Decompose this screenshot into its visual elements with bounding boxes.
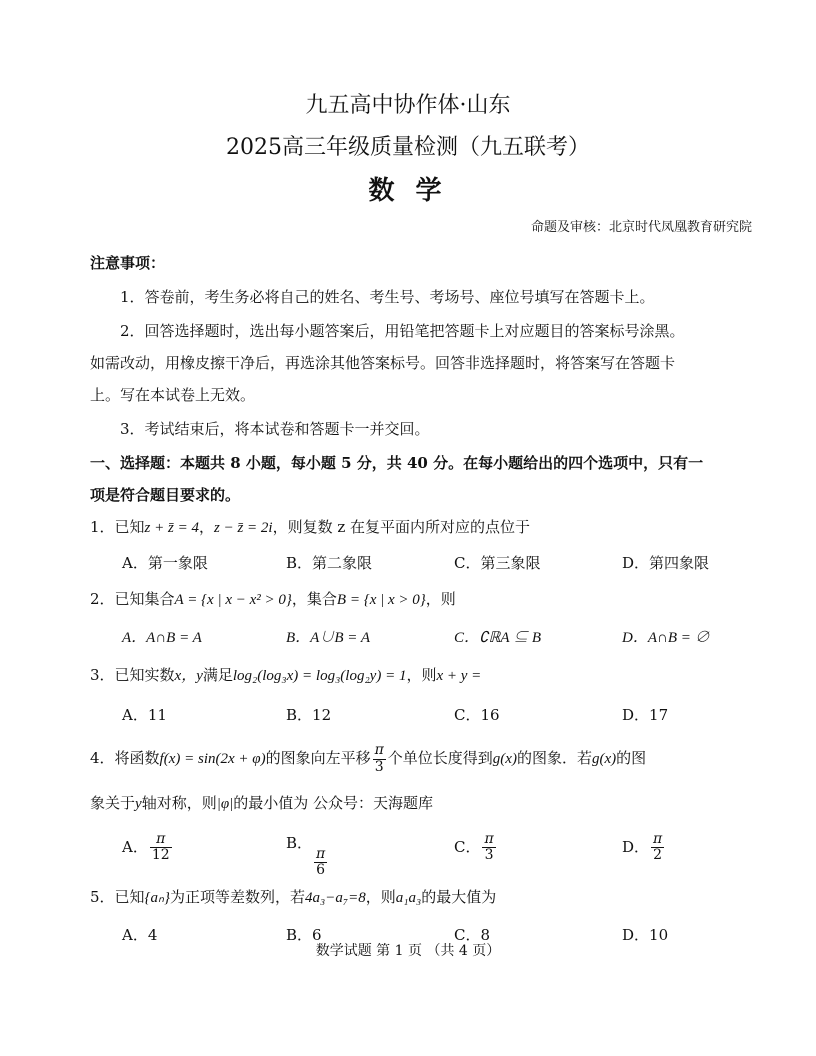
q5-mid: 为正项等差数列，若 xyxy=(170,888,306,906)
page-footer: 数学试题 第 1 页 （共 4 页） xyxy=(315,943,501,959)
subject-title: 数 学 xyxy=(368,176,448,206)
q2-option-b: B．A∪B = A xyxy=(286,630,371,646)
note-2-cont: 如需改动，用橡皮擦干净后，再选涂其他答案标号。回答非选择题时，将答案写在答题卡 xyxy=(90,354,676,372)
q3-mid: 满足 xyxy=(202,666,233,684)
q3-eq: log₂(log₃x) = log₃(log₂y) = 1 xyxy=(232,668,407,684)
author-line: 命题及审核：北京时代凤凰教育研究院 xyxy=(530,220,752,235)
q4-frac-num: π xyxy=(374,742,384,759)
q4-option-c-num: π xyxy=(484,831,494,847)
q4-option-b-num: π xyxy=(316,845,326,862)
q3-option-d: D．17 xyxy=(622,706,669,724)
question-3 xyxy=(90,664,481,685)
q1-option-d: D．第四象限 xyxy=(622,554,710,572)
q4-option-c-den: 3 xyxy=(484,847,494,864)
q2-prefix: 2．已知集合 xyxy=(90,590,175,608)
section-heading-cont: 项是符合题目要求的。 xyxy=(90,486,241,504)
q2-option-a: A．A∩B = A xyxy=(122,630,202,646)
q2-option-d: D．A∩B = ∅ xyxy=(622,630,710,646)
q3-target: x + y = xyxy=(436,668,482,684)
q4-g2: g(x) xyxy=(591,751,617,767)
note-2: 2．回答选择题时，选出每小题答案后，用铅笔把答题卡上对应题目的答案标号涂黑。 xyxy=(120,322,685,340)
q3-option-c: C．16 xyxy=(454,706,500,724)
q5-mid2: ，则 xyxy=(365,888,396,906)
question-1 xyxy=(90,516,530,537)
q4-option-a-num: π xyxy=(150,832,172,848)
q4-func: f(x) = sin(2x + φ) xyxy=(159,751,266,767)
q2-set-a: A = {x | x − x² > 0} xyxy=(174,592,292,608)
q2-suffix: ，则 xyxy=(425,590,456,608)
q4-option-d-num: π xyxy=(653,831,663,847)
q4-line2a: 象关于 xyxy=(90,794,136,812)
q5-prod: a₁a₃ xyxy=(395,890,422,906)
q1-eq1: z + z̄ = 4 xyxy=(144,520,199,536)
q5-suffix: 的最大值为 xyxy=(421,888,497,906)
q4-option-a-fraction xyxy=(150,832,172,864)
q1-sep: ， xyxy=(198,518,214,536)
q3-vars: x，y xyxy=(174,668,203,684)
q1-option-b: B．第二象限 xyxy=(286,554,373,572)
q2-mid: ，集合 xyxy=(291,590,337,608)
q5-option-a: A．4 xyxy=(122,926,158,944)
q2-option-c: C．∁ℝA ⊆ B xyxy=(454,630,541,646)
q5-seq: {aₙ} xyxy=(144,890,171,906)
q1-prefix: 1．已知 xyxy=(90,518,145,536)
q4-option-c-label: C． xyxy=(454,837,481,856)
q4-line2b: 轴对称，则 xyxy=(141,794,217,812)
q5-option-b: B．6 xyxy=(286,926,322,944)
q4-option-c xyxy=(454,832,498,864)
q4-g1: g(x) xyxy=(492,751,517,767)
q3-prefix: 3．已知实数 xyxy=(90,666,175,684)
q4-option-b-den: 6 xyxy=(316,862,326,878)
q4-option-d-den: 2 xyxy=(653,847,663,864)
q4-yvar: y xyxy=(135,796,142,812)
note-1: 1．答卷前，考生务必将自己的姓名、考生号、考场号、座位号填写在答题卡上。 xyxy=(120,288,655,306)
q1-option-a: A．第一象限 xyxy=(122,554,208,572)
q4-end1: 的图 xyxy=(616,749,647,767)
q1-eq2: z − z̄ = 2i xyxy=(213,520,273,536)
q4-mid2: 个单位长度得到 xyxy=(387,749,493,767)
q4-line2c: 的最小值为 公众号：天海题库 xyxy=(233,794,434,812)
section-heading: 一、选择题：本题共 8 小题，每小题 5 分，共 40 分。在每小题给出的四个选项中，只有一 xyxy=(90,454,704,472)
q2-set-b: B = {x | x > 0} xyxy=(336,592,426,608)
note-2-cont2: 上。写在本试卷上无效。 xyxy=(90,386,256,404)
q4-option-d xyxy=(622,832,666,864)
q5-cond: 4a₃−a₇=8 xyxy=(305,890,366,906)
question-5 xyxy=(90,886,496,907)
q1-option-c: C．第三象限 xyxy=(454,554,541,572)
q5-option-d: D．10 xyxy=(622,926,669,944)
question-2 xyxy=(90,588,456,609)
note-3: 3．考试结束后，将本试卷和答题卡一并交回。 xyxy=(120,420,430,438)
q5-prefix: 5．已知 xyxy=(90,888,145,906)
q3-suffix: ，则 xyxy=(406,666,437,684)
q4-shift-fraction xyxy=(373,743,386,775)
q4-option-d-label: D． xyxy=(622,837,650,856)
q4-option-a xyxy=(122,832,174,864)
q3-option-b: B．12 xyxy=(286,706,332,724)
q4-mid3: 的图象．若 xyxy=(516,749,592,767)
q4-frac-den: 3 xyxy=(374,758,384,775)
exam-title: 2025高三年级质量检测（九五联考） xyxy=(226,135,590,160)
q3-option-a: A．11 xyxy=(122,706,167,724)
exam-org-title: 九五高中协作体·山东 xyxy=(305,93,511,118)
notes-title: 注意事项： xyxy=(90,254,166,272)
question-4-cont xyxy=(90,792,433,813)
q5-option-c: C．8 xyxy=(454,926,491,944)
question-4 xyxy=(90,736,646,781)
q1-suffix: ，则复数 z 在复平面内所对应的点位于 xyxy=(272,518,531,536)
q4-phi: |φ| xyxy=(216,796,234,812)
q4-option-a-label: A． xyxy=(122,837,148,856)
q4-mid1: 的图象向左平移 xyxy=(265,749,371,767)
q4-option-d-fraction xyxy=(651,832,664,864)
q4-option-c-fraction xyxy=(482,832,495,864)
q4-prefix: 4．将函数 xyxy=(90,749,160,767)
q4-option-a-den: 12 xyxy=(151,847,170,864)
q4-option-b-fraction xyxy=(314,847,327,879)
q4-option-b xyxy=(286,832,329,878)
q4-option-b-label: B． xyxy=(286,834,313,852)
